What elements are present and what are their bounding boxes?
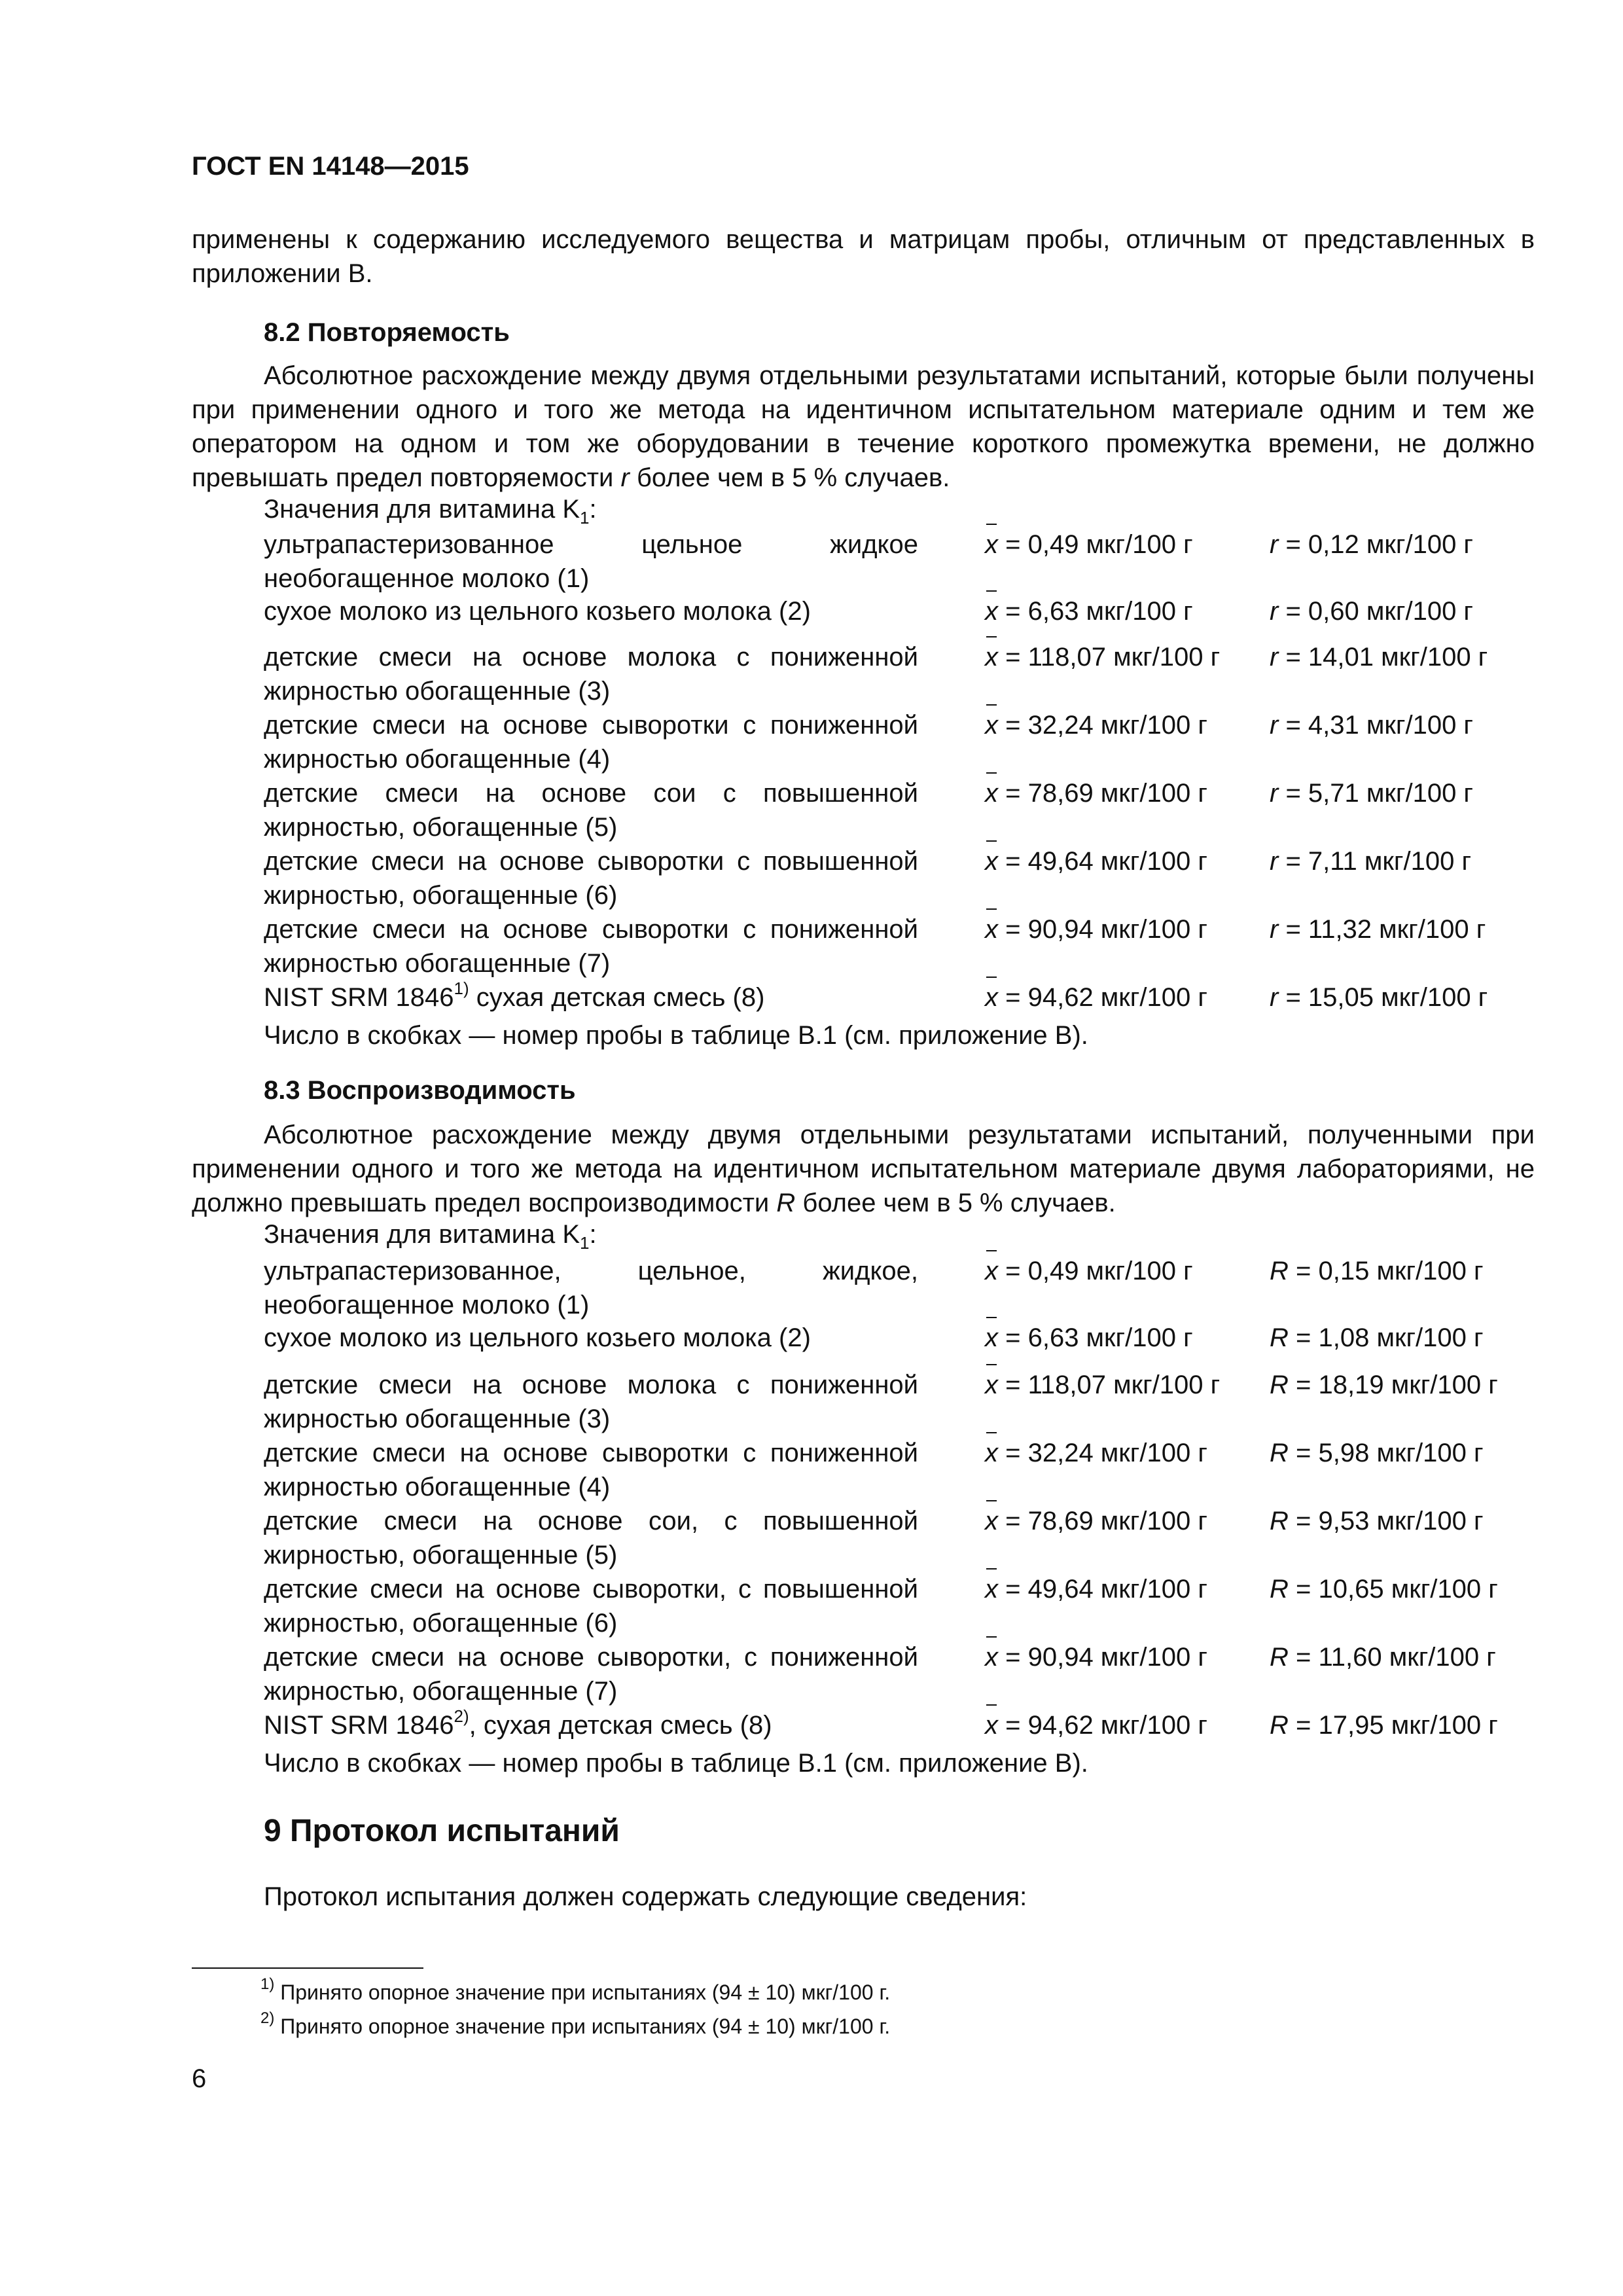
section-8-3-values-label: Значения для витамина $K_1$: <box>264 1220 597 1253</box>
intro-paragraph: применены к содержанию исследуемого вещества и матрицам пробы, отличным от представленных в приложении В. <box>192 225 1535 288</box>
section-9-title: 9 Протокол испытаний <box>264 1814 620 1848</box>
section-9-paragraph: Протокол испытания должен содержать следующие сведения: <box>264 1882 1027 1911</box>
section-8-2-note: Число в скобках — номер пробы в таблице В.1 (см. приложение В). <box>264 1021 1088 1050</box>
section-8-2-values-label: Значения для витамина $K_1$: <box>264 495 597 528</box>
section-8-3-title: 8.3 Воспроизводимость <box>264 1076 576 1105</box>
section-8-2-paragraph: Абсолютное расхождение между двумя отдельными результатами испытаний, которые были получены при применении одного и того же метода на идентичном испытательном материале одним и тем же оператором на одном и том же оборудовании в течение короткого промежутка времени, не должно превышать предел повторяемости r более чем в 5 % случаев. <box>192 361 1535 492</box>
section-8-2-title: 8.2 Повторяемость <box>264 318 510 347</box>
section-8-3-paragraph: Абсолютное расхождение между двумя отдельными результатами испытаний, полученными при применении одного и того же метода на идентичном испытательном материале двумя лабораториями, не должно превышать предел воспроизводимости R более чем в 5 % случаев. <box>192 1121 1535 1217</box>
page-number: 6 <box>192 2064 207 2093</box>
footnote-divider <box>192 1967 423 1969</box>
footnote-1: $^{1)}$ Принято опорное значение при испытаниях (94 ± 10) мкг/100 г. <box>260 1975 891 2004</box>
document-header: ГОСТ EN 14148—2015 <box>192 152 469 181</box>
section-8-3-note: Число в скобках — номер пробы в таблице В.1 (см. приложение В). <box>264 1749 1088 1778</box>
footnote-2: $^{2)}$ Принято опорное значение при испытаниях (94 ± 10) мкг/100 г. <box>260 2009 891 2038</box>
